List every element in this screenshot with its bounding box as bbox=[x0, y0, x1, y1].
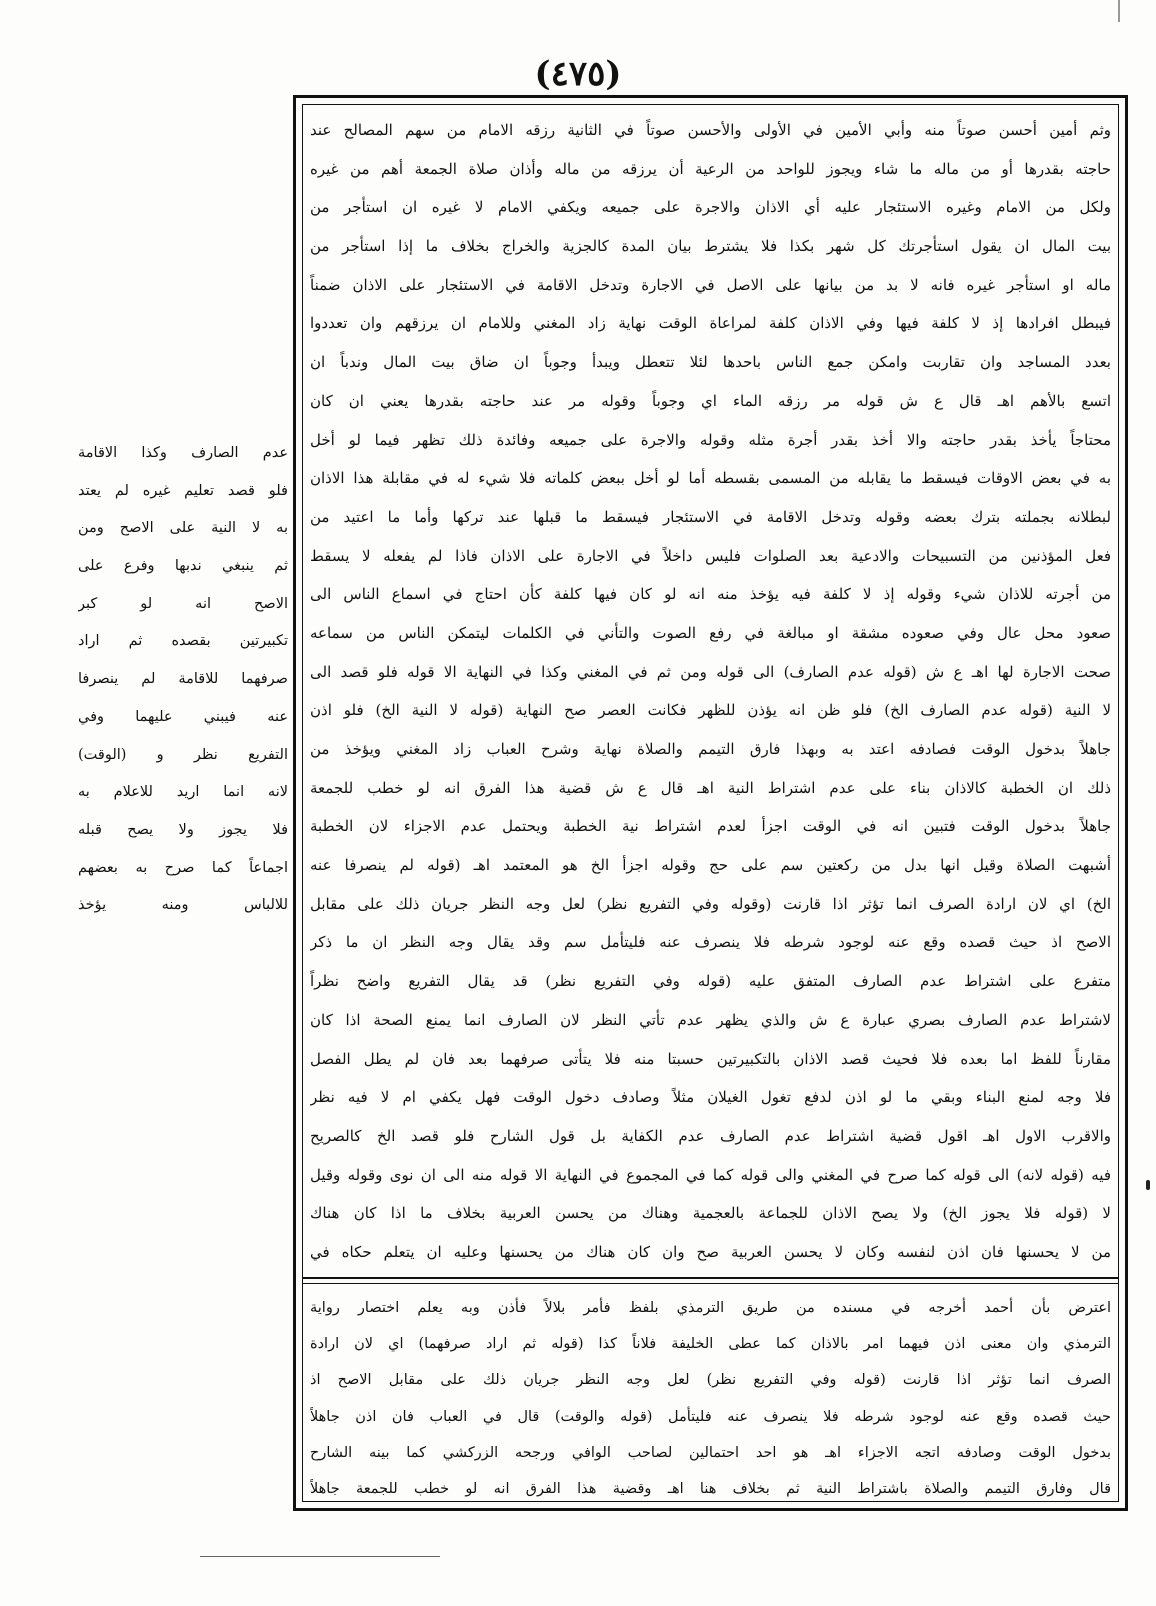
margin-note-line: اجماعاً كما صرح به بعضهم bbox=[78, 859, 288, 876]
main-text-line: لاشتراط عدم الصارف بصري عبارة ع ش والذي يظهر عدم تأتي النظر لان الصارف انما يمنع الصحة اذا كان bbox=[310, 1010, 1111, 1029]
main-text-line: اتسع بالأهم اهـ قال ع ش قوله مر رزقه الماء اي وجوباً وقوله مر عند حاجته بقدرها يعني ان كان bbox=[310, 391, 1111, 410]
main-text-line: متفرع على اشتراط عدم الصارف المتفق عليه (قوله وفي التفريع نظر) قد يقال التفريع واضح نظراً bbox=[310, 972, 1111, 991]
section-divider bbox=[303, 1277, 1118, 1284]
margin-note bbox=[78, 435, 288, 925]
main-text-line: فلا وجه لمنع البناء وبقي ما لو اذن لدفع تغول الغيلان مثلاً وصادف دخول الوقت فهل يكفي ام لا فيه نظر bbox=[310, 1088, 1111, 1107]
scan-edge-mark bbox=[1118, 0, 1120, 22]
main-text-line: وثم أمين أحسن صوتاً منه وأبي الأمين في الأولى والأحسن صوتاً في الثانية رزقه الامام من سهم المصالح عند bbox=[310, 121, 1111, 139]
main-text-line: فيبطل افرادها إذ لا كلفة فيها وفي الاذان كلفة لمراعاة الوقت نهاية زاد المغني وللامام ان يرزقهم وان تعددوا bbox=[310, 314, 1111, 333]
main-text-line: جاهلاً بدخول الوقت فتبين انه في الوقت اجزأ لعدم اشتراط نية الخطبة ويحتمل عدم الاجزاء لان الخطبة bbox=[310, 817, 1111, 836]
main-text-line: من أجرته للاذان شيء وقوله إذ لا كلفة فيه يؤخذ منه انه لو كان فيها كلفة كأن احتاج في اسماع الناس الى bbox=[310, 585, 1111, 604]
margin-note-line: عدم الصارف وكذا الاقامة bbox=[78, 445, 288, 461]
main-text-line: أشبهت الصلاة وقيل انها بدل من ركعتين سم على حج وقوله اجزأ الخ هو المعتمد اهـ (قوله لم ينصرفا عنه bbox=[310, 856, 1111, 875]
main-text-line: من لا يحسنها فان اذن لنفسه وكان لا يحسن العربية صح وان كان هناك من يحسنها وعليه ان يتعلم حكاه في bbox=[310, 1242, 1111, 1261]
margin-note-line: صرفهما للاقامة لم ينصرفا bbox=[78, 671, 288, 688]
main-text-line: فعل المؤذنين من التسبيحات والادعية بعد الصلوات فليس داخلاً في الاجارة على الاذان فاذا لم يفعله لا يسقط bbox=[310, 546, 1111, 565]
footnote-line: قال وفارق التيمم والصلاة باشتراط النية ثم بخلاف هنا اهـ وقضية هذا الفرق انه لو خطب للجمعة جاهلاً bbox=[310, 1480, 1111, 1497]
main-text-line: فيه (قوله لانه) الى قوله كما صرح في المغني والى قوله كما في المجموع في النهاية الا قوله منه الى ان نوى وقوله وقيل bbox=[310, 1165, 1111, 1184]
margin-note-line: تكبيرتين بقصده ثم اراد bbox=[78, 633, 288, 650]
main-text-line: الاصح اذ حيث قصده وقع عنه لوجود شرطه فلا ينصرف عنه فليتأمل سم وقد يقال وجه النظر ان ما ذكر bbox=[310, 933, 1111, 952]
footnote-line: بدخول الوقت وصادفه اتجه الاجزاء اهـ هو احد احتمالين لصاحب الوافي ورجحه الزركشي كما بينه الشارح bbox=[310, 1444, 1111, 1461]
footnote-line: الترمذي وان معنى اذن فيهما امر بالاذان كما عطى الخليفة فلاناً كذا (قوله ثم اراد صرفهما) اي لان ارادة bbox=[310, 1336, 1111, 1353]
bottom-rule bbox=[200, 1556, 440, 1557]
main-commentary bbox=[310, 111, 1111, 1271]
footnote-line: اعترض بأن أحمد أخرجه في مسنده من طريق الترمذي بلفظ فأمر بلالاً فأذن وبه يعلم اختصار رواية bbox=[310, 1300, 1111, 1316]
main-text-line: بيت المال ان يقول استأجرتك كل شهر بكذا فلا يشترط بيان المدة كالجزية والخراج بخلاف ما إذا استأجر من bbox=[310, 237, 1111, 256]
page-number: (٤٧٥) bbox=[534, 54, 622, 94]
margin-note-line: به لا النية على الاصح ومن bbox=[78, 520, 288, 537]
main-text-line: ولكل من الامام وغيره الاستئجار عليه أي الاذان والاجرة على جميعه ويكفي الامام لا غيره ان استأجر من bbox=[310, 198, 1111, 217]
main-text-line: بعدد المساجد وان تقاربت وامكن جمع الناس باحدها لئلا تتعطل ويبدأ وجوباً ان ضاق بيت المال وندباً ان bbox=[310, 353, 1111, 372]
main-text-line: محتاجاً يأخذ بقدر حاجته والا أخذ بقدر أجرة مثله وقوله والاجرة على جميعه وفائدة ذلك تظهر فيما لو أخل bbox=[310, 430, 1111, 449]
main-text-line: لبطلانه بجملته بترك بعضه وقوله وتدخل الاقامة في الاستئجار فيسقط ما قبلها عند تركها وأما ما اعتيد من bbox=[310, 507, 1111, 526]
margin-note-line: الاصح انه لو كبر bbox=[78, 595, 288, 612]
text-frame-inner bbox=[302, 104, 1119, 1502]
main-text-line: به في بعض الاوقات فيسقط ما يقابله من المسمى بقسطه أما لو أخل ببعض كلماته فلا شيء له في مقابلة هذا الاذان bbox=[310, 469, 1111, 488]
text-frame bbox=[293, 95, 1128, 1511]
footnote-line: حيث قصده وقع عنه لوجود شرطه فلا ينصرف عنه فليتأمل (قوله والوقت) قال في العباب فان اذن جاهلاً bbox=[310, 1408, 1111, 1425]
margin-note-line: للالباس ومنه يؤخذ bbox=[78, 897, 288, 914]
main-text-line: والاقرب الاول اهـ اقول قضية اشتراط عدم الصارف عدم الكفاية بل قول الشارح فلو قصد الخ كالصريح bbox=[310, 1126, 1111, 1145]
main-text-line: ذلك ان الخطبة كالاذان بناء على عدم اشتراط النية اهـ قال ع ش قضية هذا الفرق انه لو خطب للجمعة bbox=[310, 778, 1111, 797]
main-text-line: جاهلاً بدخول الوقت فصادفه اعتد به وبهذا فارق التيمم والصلاة نهاية وشرح العباب زاد المغني ويؤخذ من bbox=[310, 740, 1111, 758]
footnote-section bbox=[310, 1290, 1111, 1500]
main-text-line: صعود محل عال وفي صعوده مشقة او مبالغة في رفع الصوت والتأني في الكلمات ليتمكن الناس من سماعه bbox=[310, 623, 1111, 642]
main-text-line: ماله او استأجر غيره فانه لا بد من بيانها على الاصل في الاجارة وتدخل الاقامة في الاستئجار على الاذان ضمناً bbox=[310, 275, 1111, 294]
footnote-line: الصرف انما تؤثر اذا قارنت (قوله وفي التفريع نظر) لعل وجه النظر جريان ذلك على مقابل الاصح اذ bbox=[310, 1372, 1111, 1389]
main-text-line: الخ) اي لان ارادة الصرف انما تؤثر اذا قارنت (وقوله وفي التفريع نظر) لعل وجه النظر جريان ذلك على مقابل bbox=[310, 894, 1111, 913]
margin-note-line: التفريع نظر و (الوقت) bbox=[78, 746, 288, 763]
main-text-line: حاجته بقدرها أو من ماله ما شاء ويجوز للواحد من الرعية أن يرزقه من ماله وأذان صلاة الجمعة أهم من غيره bbox=[310, 159, 1111, 178]
main-text-line: لا (قوله فلا يجوز الخ) ولا يصح الاذان للجماعة بالعجمية وهناك من يحسن العربية بخلاف ما اذا كان هناك bbox=[310, 1204, 1111, 1223]
margin-note-line: لانه انما اريد للاعلام به bbox=[78, 784, 288, 801]
main-text-line: لا النية (قوله عدم الصارف الخ) فلو ظن انه يؤذن للظهر فكانت العصر صح النهاية (قوله لا النية الخ) فلو اذن bbox=[310, 701, 1111, 720]
main-text-line: صحت الاجارة لها اهـ ع ش (قوله عدم الصارف) الى قوله ومن ثم في المغني وكذا في النهاية الا قوله فلو قصد الى bbox=[310, 662, 1111, 681]
main-text-line: مقارناً للفظ اما بعده فلا فحيث قصد الاذان بالتكبيرتين حسبتا منه فلا يتأتى صرفهما بعد فان لم يطل الفصل bbox=[310, 1049, 1111, 1068]
margin-note-line: ثم ينبغي ندبها وفرع على bbox=[78, 558, 288, 575]
margin-note-line: فلو قصد تعليم غيره لم يعتد bbox=[78, 482, 288, 499]
margin-note-line: فلا يجوز ولا يصح قبله bbox=[78, 821, 288, 838]
scan-mark bbox=[1146, 1180, 1150, 1190]
margin-note-line: عنه فيبني عليهما وفي bbox=[78, 708, 288, 725]
